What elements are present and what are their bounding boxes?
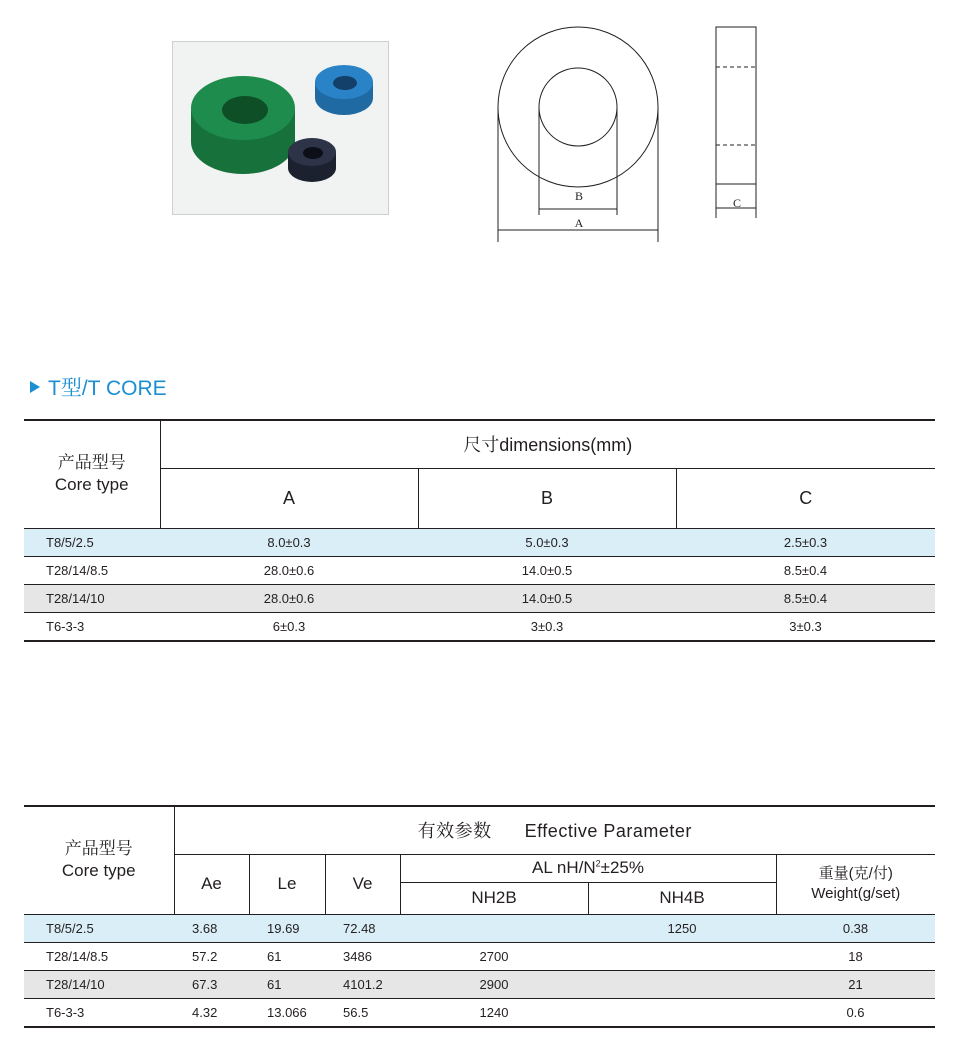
label-a: A — [574, 216, 584, 230]
c-cell: 2.5±0.3 — [676, 528, 935, 556]
weight-cell: 0.38 — [776, 914, 935, 942]
param-cn: 有效参数 — [417, 821, 492, 842]
table-row — [24, 942, 935, 970]
section-title-text: T型/T CORE — [48, 377, 167, 400]
triangle-bullet-icon — [30, 381, 40, 393]
section-title — [30, 372, 167, 402]
weight-cell: 0.6 — [776, 998, 935, 1027]
a-cell: 28.0±0.6 — [160, 584, 418, 612]
ae-cell: 4.32 — [174, 998, 249, 1027]
nh2b-cell: 2900 — [400, 970, 588, 998]
ae-cell: 3.68 — [174, 914, 249, 942]
dark-core-hole — [303, 147, 323, 159]
ae-header: Ae — [174, 854, 249, 914]
table-row — [24, 528, 935, 556]
dimensions-table — [24, 419, 935, 642]
nh4b-cell — [588, 970, 776, 998]
a-cell: 6±0.3 — [160, 612, 418, 641]
c-cell: 3±0.3 — [676, 612, 935, 641]
label-c: C — [732, 196, 742, 210]
ve-cell: 3486 — [325, 942, 400, 970]
effective-parameter-header — [174, 806, 935, 854]
al-suffix: ±25% — [600, 858, 644, 877]
table-row — [24, 970, 935, 998]
nh2b-cell: 1240 — [400, 998, 588, 1027]
c-cell: 8.5±0.4 — [676, 556, 935, 584]
weight-en: Weight(g/set) — [811, 885, 901, 902]
ve-header: Ve — [325, 854, 400, 914]
table-row — [24, 998, 935, 1027]
nh4b-cell — [588, 942, 776, 970]
nh2b-header: NH2B — [400, 882, 588, 914]
model-cell: T8/5/2.5 — [24, 528, 160, 556]
le-cell: 61 — [249, 942, 325, 970]
nh4b-header: NH4B — [588, 882, 776, 914]
nh4b-cell: 1250 — [588, 914, 776, 942]
le-header: Le — [249, 854, 325, 914]
ae-cell: 67.3 — [174, 970, 249, 998]
model-cell: T8/5/2.5 — [24, 914, 174, 942]
table-row — [24, 556, 935, 584]
core-type-en: Core type — [61, 861, 136, 881]
core-type-cn: 产品型号 — [64, 839, 133, 859]
ve-cell: 4101.2 — [325, 970, 400, 998]
weight-cell: 21 — [776, 970, 935, 998]
model-cell: T6-3-3 — [24, 998, 174, 1027]
al-superscript: 2 — [595, 858, 601, 869]
al-header — [400, 854, 776, 882]
model-cell: T28/14/10 — [24, 970, 174, 998]
b-cell: 5.0±0.3 — [418, 528, 676, 556]
b-cell: 14.0±0.5 — [418, 556, 676, 584]
toroid-cores-image — [173, 42, 388, 214]
nh2b-cell — [400, 914, 588, 942]
model-cell: T28/14/8.5 — [24, 942, 174, 970]
effective-parameter-table — [24, 805, 935, 1028]
weight-header — [776, 854, 935, 914]
dimensions-header: 尺寸dimensions(mm) — [160, 420, 935, 468]
col-c-header: C — [799, 487, 813, 508]
weight-cell: 18 — [776, 942, 935, 970]
nh2b-cell: 2700 — [400, 942, 588, 970]
a-cell: 8.0±0.3 — [160, 528, 418, 556]
table-row — [24, 914, 935, 942]
col-b-header: B — [418, 468, 676, 528]
toroid-outline-drawing — [480, 20, 780, 255]
core-type-header — [24, 420, 160, 528]
model-cell: T28/14/8.5 — [24, 556, 160, 584]
a-cell: 28.0±0.6 — [160, 556, 418, 584]
le-cell: 13.066 — [249, 998, 325, 1027]
blue-core-hole — [333, 76, 357, 90]
le-cell: 61 — [249, 970, 325, 998]
b-cell: 14.0±0.5 — [418, 584, 676, 612]
le-cell: 19.69 — [249, 914, 325, 942]
core-type-en: Core type — [54, 475, 129, 495]
inner-circle — [539, 68, 617, 146]
table-row — [24, 612, 935, 641]
ve-cell: 56.5 — [325, 998, 400, 1027]
core-type-cn: 产品型号 — [57, 453, 126, 473]
model-cell: T28/14/10 — [24, 584, 160, 612]
c-cell: 8.5±0.4 — [676, 584, 935, 612]
ae-cell: 57.2 — [174, 942, 249, 970]
col-a-header: A — [160, 468, 418, 528]
weight-cn: 重量(克/付) — [818, 865, 893, 882]
table-row — [24, 584, 935, 612]
nh4b-cell — [588, 998, 776, 1027]
b-cell: 3±0.3 — [418, 612, 676, 641]
core-type-header — [24, 806, 174, 914]
ve-cell: 72.48 — [325, 914, 400, 942]
dimension-drawing — [480, 20, 780, 255]
product-photo — [172, 41, 389, 215]
side-view — [716, 27, 756, 184]
model-cell: T6-3-3 — [24, 612, 160, 641]
param-en: Effective Parameter — [524, 821, 692, 842]
outer-circle — [498, 27, 658, 187]
al-prefix: AL nH/N — [532, 858, 596, 877]
label-b: B — [574, 189, 584, 203]
green-core-hole — [222, 96, 268, 124]
